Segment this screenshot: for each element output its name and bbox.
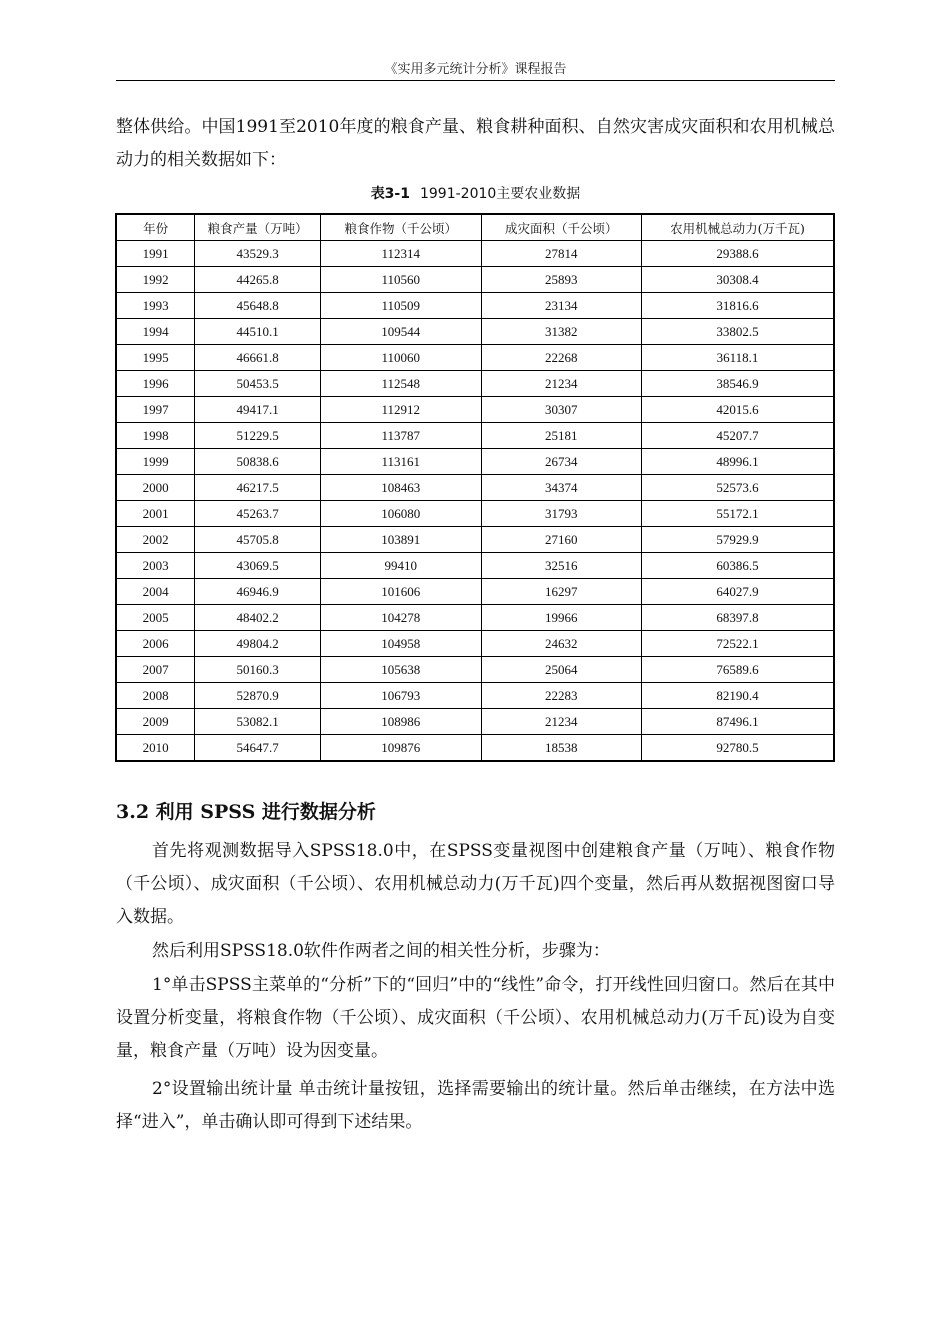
agriculture-data-table	[115, 213, 835, 762]
table-row	[116, 657, 834, 683]
cell-year: 2003	[116, 553, 195, 579]
cell-grain-output: 48402.2	[195, 605, 321, 631]
cell-machinery-power: 48996.1	[642, 449, 834, 475]
cell-year: 1994	[116, 319, 195, 345]
cell-grain-output: 45648.8	[195, 293, 321, 319]
cell-machinery-power: 68397.8	[642, 605, 834, 631]
cell-grain-output: 54647.7	[195, 735, 321, 762]
table-row	[116, 423, 834, 449]
cell-grain-output: 43069.5	[195, 553, 321, 579]
cell-disaster-area: 27160	[481, 527, 642, 553]
cell-grain-output: 46661.8	[195, 345, 321, 371]
cell-grain-output: 44510.1	[195, 319, 321, 345]
table-row	[116, 449, 834, 475]
cell-grain-area: 105638	[320, 657, 481, 683]
table-row	[116, 475, 834, 501]
cell-grain-area: 108463	[320, 475, 481, 501]
cell-disaster-area: 27814	[481, 241, 642, 267]
cell-machinery-power: 64027.9	[642, 579, 834, 605]
cell-machinery-power: 45207.7	[642, 423, 834, 449]
cell-disaster-area: 26734	[481, 449, 642, 475]
cell-grain-output: 51229.5	[195, 423, 321, 449]
cell-grain-area: 113787	[320, 423, 481, 449]
cell-year: 1995	[116, 345, 195, 371]
body-paragraph: 2°设置输出统计量 单击统计量按钮，选择需要输出的统计量。然后单击继续，在方法中选择“进入”，单击确认即可得到下述结果。	[116, 1079, 835, 1132]
cell-machinery-power: 55172.1	[642, 501, 834, 527]
cell-disaster-area: 25181	[481, 423, 642, 449]
body-paragraph: 首先将观测数据导入SPSS18.0中，在SPSS变量视图中创建粮食产量（万吨）、粮食作物（千公顷）、成灾面积（千公顷）、农用机械总动力(万千瓦)四个变量，然后再从数据视图窗口导入数据。	[116, 841, 835, 927]
cell-disaster-area: 22283	[481, 683, 642, 709]
cell-grain-area: 104278	[320, 605, 481, 631]
body-paragraph: 1°单击SPSS主菜单的“分析”下的“回归”中的“线性”命令，打开线性回归窗口。然后在其中设置分析变量，将粮食作物（千公顷）、成灾面积（千公顷）、农用机械总动力(万千瓦)设为自变量，粮食产量（万吨）设为因变量。	[116, 975, 835, 1061]
cell-machinery-power: 57929.9	[642, 527, 834, 553]
cell-grain-output: 49417.1	[195, 397, 321, 423]
table-row	[116, 631, 834, 657]
cell-machinery-power: 76589.6	[642, 657, 834, 683]
cell-grain-output: 50453.5	[195, 371, 321, 397]
cell-year: 1996	[116, 371, 195, 397]
cell-grain-area: 99410	[320, 553, 481, 579]
cell-grain-area: 106080	[320, 501, 481, 527]
cell-disaster-area: 16297	[481, 579, 642, 605]
cell-year: 1993	[116, 293, 195, 319]
cell-year: 2002	[116, 527, 195, 553]
intro-paragraph: 整体供给。中国1991至2010年度的粮食产量、粮食耕种面积、自然灾害成灾面积和农用机械总动力的相关数据如下：	[116, 117, 835, 170]
table-row	[116, 735, 834, 762]
cell-year: 2001	[116, 501, 195, 527]
table-row	[116, 241, 834, 267]
cell-grain-output: 50838.6	[195, 449, 321, 475]
table-row	[116, 683, 834, 709]
table-row	[116, 267, 834, 293]
cell-machinery-power: 60386.5	[642, 553, 834, 579]
cell-grain-output: 45705.8	[195, 527, 321, 553]
cell-disaster-area: 30307	[481, 397, 642, 423]
cell-disaster-area: 31793	[481, 501, 642, 527]
table-row	[116, 527, 834, 553]
table-row	[116, 709, 834, 735]
table-row	[116, 319, 834, 345]
cell-disaster-area: 19966	[481, 605, 642, 631]
cell-disaster-area: 18538	[481, 735, 642, 762]
cell-year: 2000	[116, 475, 195, 501]
table-row	[116, 579, 834, 605]
cell-disaster-area: 23134	[481, 293, 642, 319]
cell-grain-output: 49804.2	[195, 631, 321, 657]
table-row	[116, 293, 834, 319]
table-row	[116, 345, 834, 371]
column-header-year: 年份	[116, 214, 195, 241]
cell-year: 1999	[116, 449, 195, 475]
cell-machinery-power: 87496.1	[642, 709, 834, 735]
cell-grain-output: 43529.3	[195, 241, 321, 267]
cell-year: 2008	[116, 683, 195, 709]
cell-disaster-area: 25893	[481, 267, 642, 293]
cell-year: 2010	[116, 735, 195, 762]
cell-grain-area: 110060	[320, 345, 481, 371]
cell-year: 1992	[116, 267, 195, 293]
cell-grain-output: 46217.5	[195, 475, 321, 501]
cell-disaster-area: 34374	[481, 475, 642, 501]
column-header-machinery-power: 农用机械总动力(万千瓦)	[642, 214, 834, 241]
cell-year: 1997	[116, 397, 195, 423]
table-caption	[116, 183, 835, 203]
cell-year: 2005	[116, 605, 195, 631]
cell-grain-area: 104958	[320, 631, 481, 657]
cell-machinery-power: 36118.1	[642, 345, 834, 371]
cell-grain-output: 52870.9	[195, 683, 321, 709]
cell-grain-area: 101606	[320, 579, 481, 605]
cell-grain-area: 113161	[320, 449, 481, 475]
cell-grain-output: 45263.7	[195, 501, 321, 527]
cell-grain-area: 109876	[320, 735, 481, 762]
cell-machinery-power: 33802.5	[642, 319, 834, 345]
cell-year: 2004	[116, 579, 195, 605]
cell-machinery-power: 92780.5	[642, 735, 834, 762]
cell-grain-area: 112314	[320, 241, 481, 267]
cell-machinery-power: 52573.6	[642, 475, 834, 501]
cell-grain-output: 46946.9	[195, 579, 321, 605]
table-header-row	[116, 214, 834, 241]
table-row	[116, 553, 834, 579]
cell-grain-area: 109544	[320, 319, 481, 345]
table-row	[116, 397, 834, 423]
table-row	[116, 605, 834, 631]
cell-year: 1991	[116, 241, 195, 267]
table-row	[116, 371, 834, 397]
table-caption-number: 表3-1	[370, 186, 410, 202]
column-header-grain-output: 粮食产量（万吨）	[195, 214, 321, 241]
cell-machinery-power: 30308.4	[642, 267, 834, 293]
cell-machinery-power: 72522.1	[642, 631, 834, 657]
cell-grain-area: 106793	[320, 683, 481, 709]
cell-grain-area: 112548	[320, 371, 481, 397]
body-paragraph: 然后利用SPSS18.0软件作两者之间的相关性分析，步骤为：	[152, 941, 610, 961]
cell-disaster-area: 22268	[481, 345, 642, 371]
cell-grain-area: 108986	[320, 709, 481, 735]
cell-grain-area: 110509	[320, 293, 481, 319]
column-header-disaster-area: 成灾面积（千公顷）	[481, 214, 642, 241]
cell-grain-area: 112912	[320, 397, 481, 423]
cell-disaster-area: 21234	[481, 709, 642, 735]
cell-year: 1998	[116, 423, 195, 449]
cell-machinery-power: 42015.6	[642, 397, 834, 423]
cell-disaster-area: 31382	[481, 319, 642, 345]
section-title: 3.2 利用 SPSS 进行数据分析	[116, 801, 376, 823]
cell-grain-output: 44265.8	[195, 267, 321, 293]
cell-machinery-power: 82190.4	[642, 683, 834, 709]
cell-disaster-area: 25064	[481, 657, 642, 683]
cell-grain-area: 103891	[320, 527, 481, 553]
column-header-grain-area: 粮食作物（千公顷）	[320, 214, 481, 241]
page-header: 《实用多元统计分析》课程报告	[116, 58, 835, 81]
cell-grain-output: 50160.3	[195, 657, 321, 683]
cell-machinery-power: 38546.9	[642, 371, 834, 397]
cell-machinery-power: 29388.6	[642, 241, 834, 267]
cell-disaster-area: 24632	[481, 631, 642, 657]
cell-year: 2007	[116, 657, 195, 683]
table-caption-title: 1991-2010主要农业数据	[419, 186, 581, 202]
table-row	[116, 501, 834, 527]
cell-year: 2009	[116, 709, 195, 735]
cell-year: 2006	[116, 631, 195, 657]
cell-disaster-area: 21234	[481, 371, 642, 397]
cell-machinery-power: 31816.6	[642, 293, 834, 319]
cell-grain-area: 110560	[320, 267, 481, 293]
cell-grain-output: 53082.1	[195, 709, 321, 735]
cell-disaster-area: 32516	[481, 553, 642, 579]
table-body	[116, 241, 834, 762]
